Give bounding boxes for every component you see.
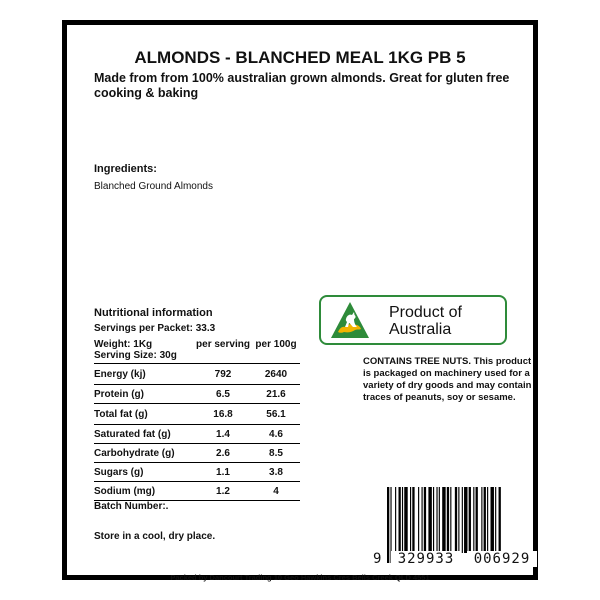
per-serving-value: 1.2 bbox=[216, 485, 230, 497]
barcode-bar bbox=[455, 487, 457, 553]
product-label bbox=[62, 20, 538, 580]
nutrition-row bbox=[94, 443, 300, 462]
packed-by: Packed by Dancourt Trading 10 Geo Hawkins Cres Bells Creek QLD 4551 bbox=[170, 573, 430, 582]
batch-number: Batch Number:. bbox=[94, 501, 169, 512]
barcode-bar bbox=[395, 487, 396, 553]
nutrition-heading: Nutritional information bbox=[94, 307, 213, 319]
product-of-australia-logo bbox=[319, 295, 507, 345]
kangaroo-triangle-icon bbox=[330, 301, 370, 339]
storage-instructions: Store in a cool, dry place. bbox=[94, 531, 216, 542]
origin-line-1: Product of bbox=[389, 304, 462, 321]
nutrient-name: Saturated fat (g) bbox=[94, 428, 171, 440]
barcode-bar bbox=[436, 487, 437, 553]
barcode-bar bbox=[495, 487, 496, 553]
nutrition-row bbox=[94, 403, 300, 424]
barcode-bar bbox=[399, 487, 401, 553]
barcode-bar bbox=[458, 487, 459, 553]
nutrition-row bbox=[94, 462, 300, 481]
per-100g-value: 4.6 bbox=[269, 428, 283, 440]
nutrition-row bbox=[94, 384, 300, 403]
barcode-bar bbox=[491, 487, 494, 553]
per-serving-value: 2.6 bbox=[216, 447, 230, 459]
per-serving-value: 1.4 bbox=[216, 428, 230, 440]
per-100g-value: 8.5 bbox=[269, 447, 283, 459]
barcode bbox=[373, 487, 543, 575]
nutrient-name: Total fat (g) bbox=[94, 408, 148, 420]
barcode-bar bbox=[476, 487, 478, 553]
ingredients-text: Blanched Ground Almonds bbox=[94, 181, 213, 192]
per-serving-value: 6.5 bbox=[216, 388, 230, 400]
barcode-bar bbox=[402, 487, 403, 553]
per-serving-value: 1.1 bbox=[216, 466, 230, 478]
nutrition-header-left bbox=[94, 339, 194, 361]
per-100g-value: 3.8 bbox=[269, 466, 283, 478]
per-serving-header: per serving bbox=[196, 339, 250, 350]
barcode-bar bbox=[469, 487, 471, 553]
ingredients-heading: Ingredients: bbox=[94, 163, 157, 175]
nutrition-panel bbox=[94, 307, 300, 501]
product-title: ALMONDS - BLANCHED MEAL 1KG PB 5 bbox=[134, 48, 466, 67]
per-100g-value: 56.1 bbox=[266, 408, 286, 420]
servings-per-packet: Servings per Packet: 33.3 bbox=[94, 323, 216, 334]
serving-size-text: Serving Size: 30g bbox=[94, 350, 177, 361]
barcode-bar bbox=[462, 487, 463, 553]
barcode-bar bbox=[481, 487, 482, 553]
barcode-bar bbox=[464, 487, 467, 553]
nutrition-rows bbox=[94, 363, 300, 501]
barcode-bar bbox=[404, 487, 407, 553]
barcode-bar bbox=[410, 487, 411, 553]
product-description: Made from from 100% australian grown almonds. Great for gluten free cooking & baking bbox=[94, 71, 510, 100]
per-serving-value: 792 bbox=[214, 368, 232, 380]
allergen-statement: CONTAINS TREE NUTS. This product is packaged on machinery used for a variety of dry goods and may contain traces of peanuts, soy or sesame. bbox=[363, 356, 532, 403]
barcode-bar bbox=[428, 487, 431, 553]
per-100g-value: 4 bbox=[273, 485, 279, 497]
barcode-bar bbox=[487, 487, 488, 553]
barcode-digits bbox=[373, 551, 543, 567]
product-of-australia-text bbox=[389, 304, 462, 338]
barcode-digit-first: 9 bbox=[373, 551, 382, 567]
nutrition-header bbox=[94, 339, 300, 361]
barcode-digits-right: 006929 bbox=[467, 551, 537, 567]
barcode-bar bbox=[450, 487, 451, 553]
barcode-bar bbox=[422, 487, 423, 553]
per-100g-value: 21.6 bbox=[266, 388, 286, 400]
nutrient-name: Protein (g) bbox=[94, 388, 144, 400]
nutrient-name: Energy (kj) bbox=[94, 368, 146, 380]
barcode-bar bbox=[484, 487, 486, 553]
per-serving-value: 16.8 bbox=[213, 408, 233, 420]
weight-text: Weight: 1Kg bbox=[94, 339, 153, 350]
barcode-bar bbox=[418, 487, 419, 553]
barcode-digits-left: 329933 bbox=[391, 551, 461, 567]
per-100g-value: 2640 bbox=[264, 368, 288, 380]
origin-line-2: Australia bbox=[389, 321, 452, 338]
nutrient-name: Carbohydrate (g) bbox=[94, 447, 175, 459]
per-100g-header: per 100g bbox=[255, 339, 297, 350]
nutrient-name: Sodium (mg) bbox=[94, 485, 156, 497]
barcode-bar bbox=[433, 487, 434, 553]
nutrition-row bbox=[94, 363, 300, 384]
nutrition-row bbox=[94, 424, 300, 443]
barcode-bar bbox=[473, 487, 474, 553]
barcode-bar bbox=[439, 487, 440, 553]
nutrient-name: Sugars (g) bbox=[94, 466, 144, 478]
barcode-bar bbox=[424, 487, 426, 553]
barcode-bar bbox=[412, 487, 414, 553]
nutrition-row bbox=[94, 481, 300, 501]
